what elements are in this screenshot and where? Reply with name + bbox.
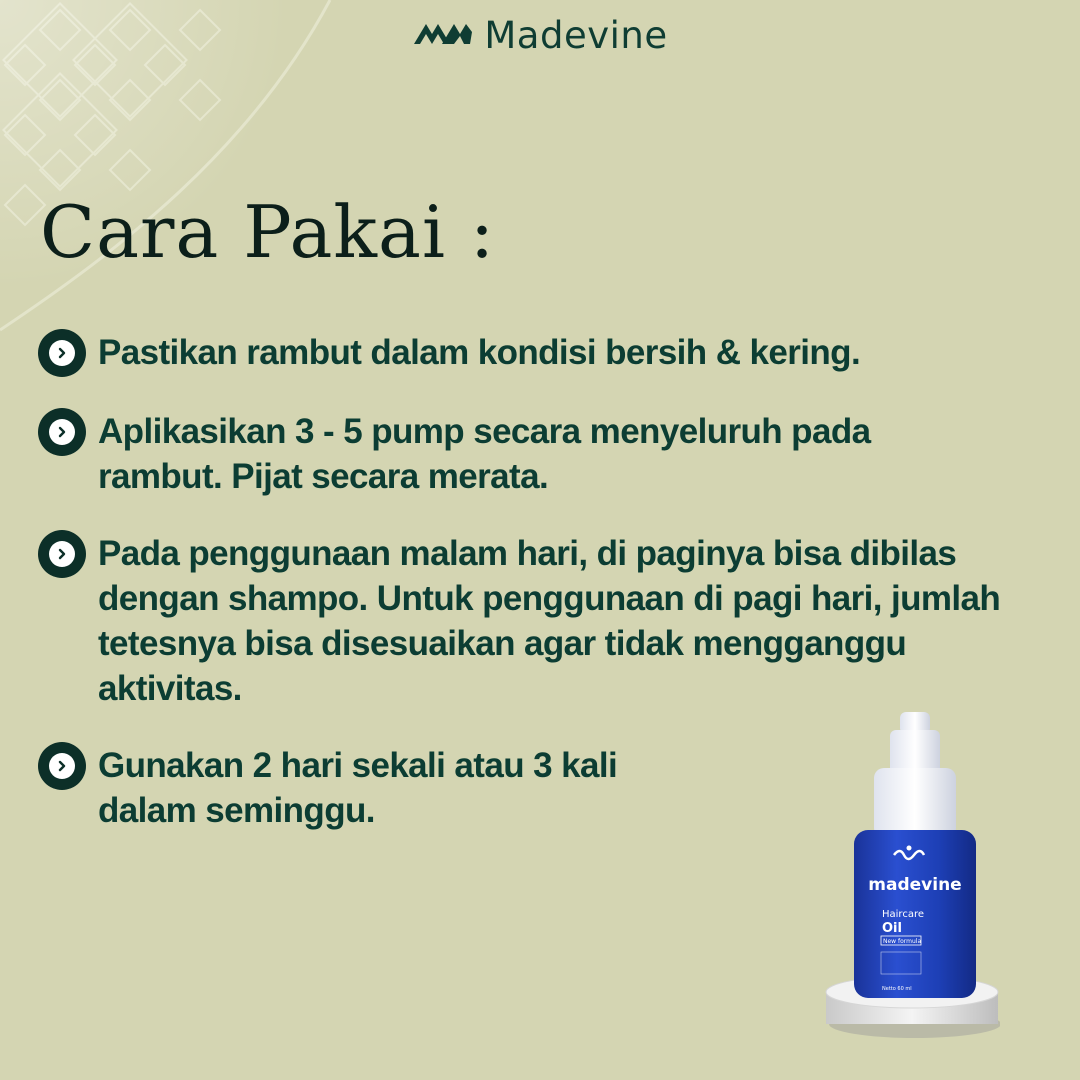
step-text: Pada penggunaan malam hari, di paginya bisa dibilas dengan shampo. Untuk penggunaan di pagi hari, jumlah tetesnya bisa disesuaikan agar tidak mengganggu aktivitas. bbox=[98, 534, 1001, 708]
page-title: Cara Pakai : bbox=[40, 190, 496, 274]
product-name-line2: Oil bbox=[882, 921, 902, 936]
list-item bbox=[38, 409, 938, 499]
chevron-right-circle-icon bbox=[38, 530, 86, 578]
brand-name: Madevine bbox=[484, 14, 668, 57]
madevine-logo-icon bbox=[412, 18, 472, 53]
product-badge: New formula bbox=[883, 938, 922, 945]
chevron-right-circle-icon bbox=[38, 329, 86, 377]
product-volume: Netto 60 ml bbox=[882, 986, 912, 992]
chevron-right-circle-icon bbox=[38, 742, 86, 790]
list-item bbox=[38, 531, 1038, 711]
product-brand-label: madevine bbox=[868, 875, 962, 895]
product-name-line1: Haircare bbox=[882, 909, 924, 920]
step-text: Gunakan 2 hari sekali atau 3 kali dalam seminggu. bbox=[98, 746, 618, 830]
list-item bbox=[38, 330, 1038, 377]
brand-header bbox=[0, 14, 1080, 57]
product-bottle-image bbox=[820, 712, 1000, 1042]
chevron-right-circle-icon bbox=[38, 408, 86, 456]
step-text: Aplikasikan 3 - 5 pump secara menyeluruh pada rambut. Pijat secara merata. bbox=[98, 412, 871, 496]
step-text: Pastikan rambut dalam kondisi bersih & kering. bbox=[98, 333, 861, 372]
